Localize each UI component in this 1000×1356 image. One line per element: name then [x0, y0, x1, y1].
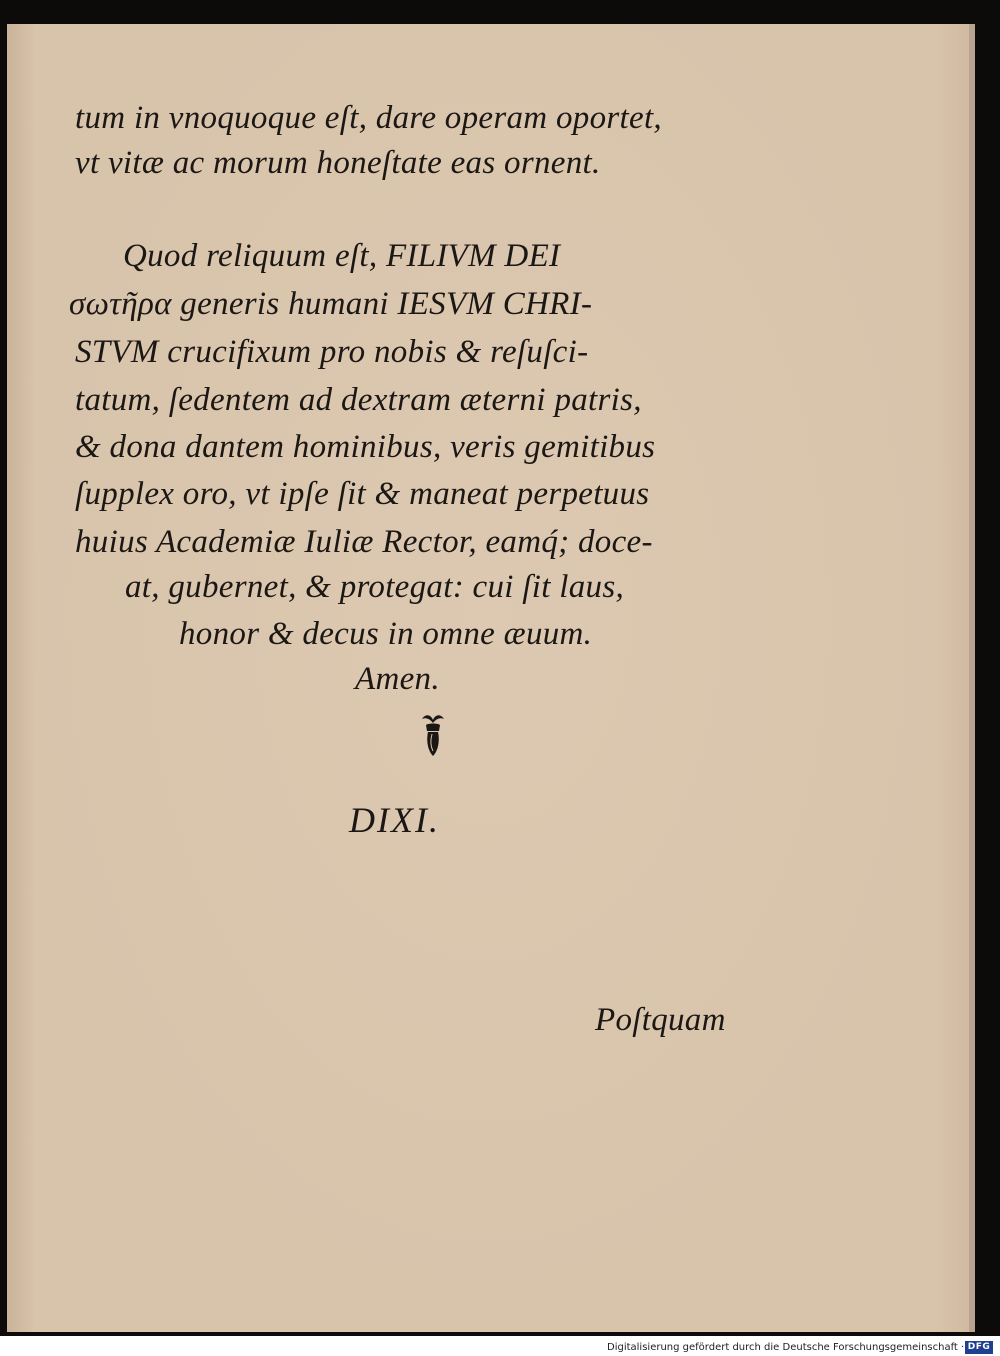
- text-line-10: at, gubernet, & protegat: cui ſit laus,: [125, 569, 625, 605]
- text-line-amen: Amen.: [355, 661, 440, 697]
- text-line-1: tum in vnoquoque eſt, dare operam oportet,: [75, 100, 662, 136]
- text-line-2: vt vitæ ac morum honeſtate eas ornent.: [75, 145, 601, 181]
- text-line-11: honor & decus in omne æuum.: [179, 616, 593, 652]
- page-text: [7, 24, 969, 1332]
- page-fore-edge: [969, 24, 975, 1332]
- catchword: Poſtquam: [595, 1002, 726, 1038]
- dfg-logo: DFG: [965, 1341, 993, 1354]
- acorn-ornament-icon: [418, 711, 448, 759]
- text-line-5: STVM crucifixum pro nobis & reſuſci-: [75, 334, 589, 370]
- text-line-9: huius Academiæ Iuliæ Rector, eamq́; doce-: [75, 524, 653, 560]
- digitization-credit: Digitalisierung gefördert durch die Deutsche Forschungsgemeinschaft ·: [607, 1342, 965, 1353]
- closing-word: DIXI.: [349, 800, 440, 840]
- text-line-4: σωτῆρα generis humani IESVM CHRI-: [69, 286, 593, 322]
- text-line-3: Quod reliquum eſt, FILIVM DEI: [123, 238, 561, 274]
- text-line-6: tatum, ſedentem ad dextram æterni patris,: [75, 382, 642, 418]
- text-line-8: ſupplex oro, vt ipſe ſit & maneat perpetuus: [75, 476, 650, 512]
- text-line-7: & dona dantem hominibus, veris gemitibus: [75, 429, 656, 465]
- book-page: [7, 24, 969, 1332]
